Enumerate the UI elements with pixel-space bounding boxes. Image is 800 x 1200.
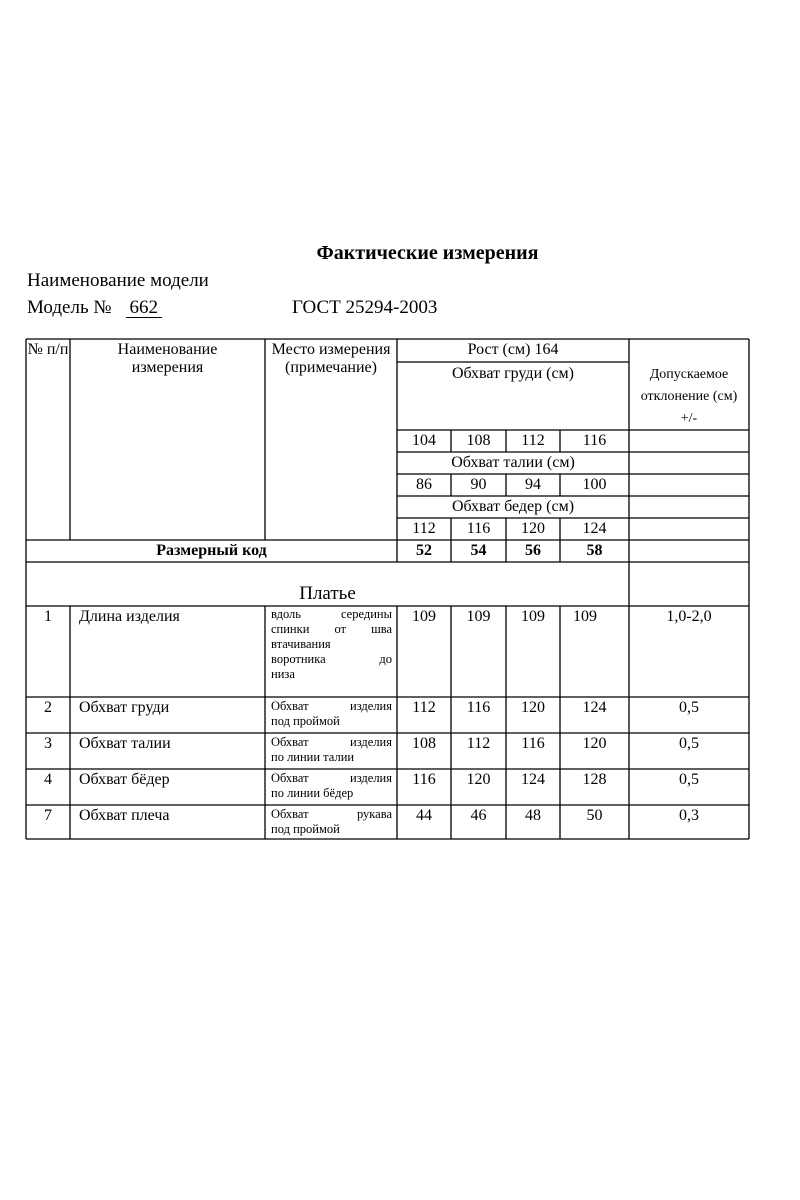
row-note-line: спинки от шва (271, 622, 392, 636)
waist-size-cell: 90 (470, 476, 487, 493)
standard-label: ГОСТ 25294-2003 (292, 297, 438, 318)
value-cell: 108 (412, 735, 436, 752)
row-name: Длина изделия (79, 608, 180, 625)
model-name-label: Наименование модели (27, 270, 209, 291)
value-cell: 116 (412, 771, 436, 788)
value-cell: 46 (470, 807, 487, 824)
header-tolerance: Допускаемое отклонение (см) +/- (640, 367, 738, 426)
row-name: Обхват талии (79, 735, 171, 752)
value-cell: 109 (521, 608, 545, 625)
document-title: Фактические измерения (316, 242, 539, 264)
row-note-line: вдоль середины (271, 607, 392, 621)
header-hips-label: Обхват бедер (см) (451, 498, 575, 515)
row-index: 2 (44, 699, 52, 716)
row-note-line: втачивания (271, 637, 331, 651)
value-cell: 112 (412, 699, 436, 716)
row-index: 1 (44, 608, 52, 625)
value-cell: 44 (416, 807, 432, 824)
chest-size-cell: 116 (582, 432, 607, 449)
header-index: № п/п (27, 341, 69, 358)
row-note (271, 807, 392, 837)
row-name: Обхват плеча (79, 807, 170, 824)
row-name: Обхват бёдер (79, 771, 170, 788)
header-waist-label: Обхват талии (см) (451, 454, 575, 471)
row-note (271, 735, 392, 765)
value-cell: 48 (525, 807, 541, 824)
value-cell: 124 (521, 771, 545, 788)
value-cell: 109 (573, 608, 597, 625)
chest-size-cell: 104 (412, 432, 436, 449)
row-note-line: Обхват изделия (271, 735, 392, 749)
value-cell: 116 (521, 735, 545, 752)
row-name: Обхват груди (79, 699, 170, 716)
value-cell: 50 (586, 807, 603, 824)
tolerance-cell: 0,3 (679, 807, 699, 824)
value-cell: 120 (466, 771, 491, 788)
value-cell: 112 (466, 735, 491, 752)
row-index: 4 (44, 771, 52, 788)
waist-size-cell: 94 (525, 476, 541, 493)
row-note (271, 771, 392, 801)
value-cell: 124 (582, 699, 607, 716)
row-note-line: под проймой (271, 822, 340, 836)
chest-size-cell: 108 (466, 432, 491, 449)
value-cell: 109 (412, 608, 436, 625)
row-note-line: воротника до (271, 652, 392, 666)
header-chest-label: Обхват груди (см) (451, 365, 575, 382)
hips-size-cell: 120 (521, 520, 545, 537)
row-index: 7 (44, 807, 52, 824)
model-number-label: Модель № (27, 297, 112, 318)
row-index: 3 (44, 735, 52, 752)
tolerance-cell: 0,5 (679, 699, 699, 716)
tolerance-cell: 0,5 (679, 771, 699, 788)
value-cell: 120 (582, 735, 607, 752)
header-measurement-name: Наименование измерения (117, 341, 218, 376)
row-note-line: по линии бёдер (271, 786, 354, 800)
header-height: Рост (см) 164 (467, 341, 559, 358)
size-code-cell: 52 (416, 542, 432, 559)
model-number-line (27, 297, 162, 319)
waist-size-cell: 86 (416, 476, 432, 493)
hips-size-cell: 116 (466, 520, 491, 537)
row-note (271, 607, 392, 682)
value-cell: 109 (466, 608, 491, 625)
row-note-line: под проймой (271, 714, 340, 728)
value-cell: 128 (582, 771, 607, 788)
row-note (271, 699, 392, 729)
size-code-cell: 54 (470, 542, 487, 559)
section-title: Платье (299, 583, 356, 604)
value-cell: 116 (466, 699, 491, 716)
waist-size-cell: 100 (582, 476, 607, 493)
size-code-cell: 56 (525, 542, 541, 559)
hips-size-cell: 112 (412, 520, 436, 537)
size-code-cell: 58 (586, 542, 603, 559)
tolerance-cell: 1,0-2,0 (666, 608, 712, 625)
chest-size-cell: 112 (521, 432, 545, 449)
hips-size-cell: 124 (582, 520, 607, 537)
size-code-label: Размерный код (156, 542, 267, 559)
model-number: 662 (126, 298, 163, 318)
row-note-line: низа (271, 667, 295, 681)
header-measurement-place: Место измерения (примечание) (271, 341, 391, 376)
row-note-line: Обхват изделия (271, 771, 392, 785)
row-note-line: Обхват рукава (271, 807, 392, 821)
row-note-line: Обхват изделия (271, 699, 392, 713)
value-cell: 120 (521, 699, 545, 716)
row-note-line: по линии талии (271, 750, 355, 764)
tolerance-cell: 0,5 (679, 735, 699, 752)
